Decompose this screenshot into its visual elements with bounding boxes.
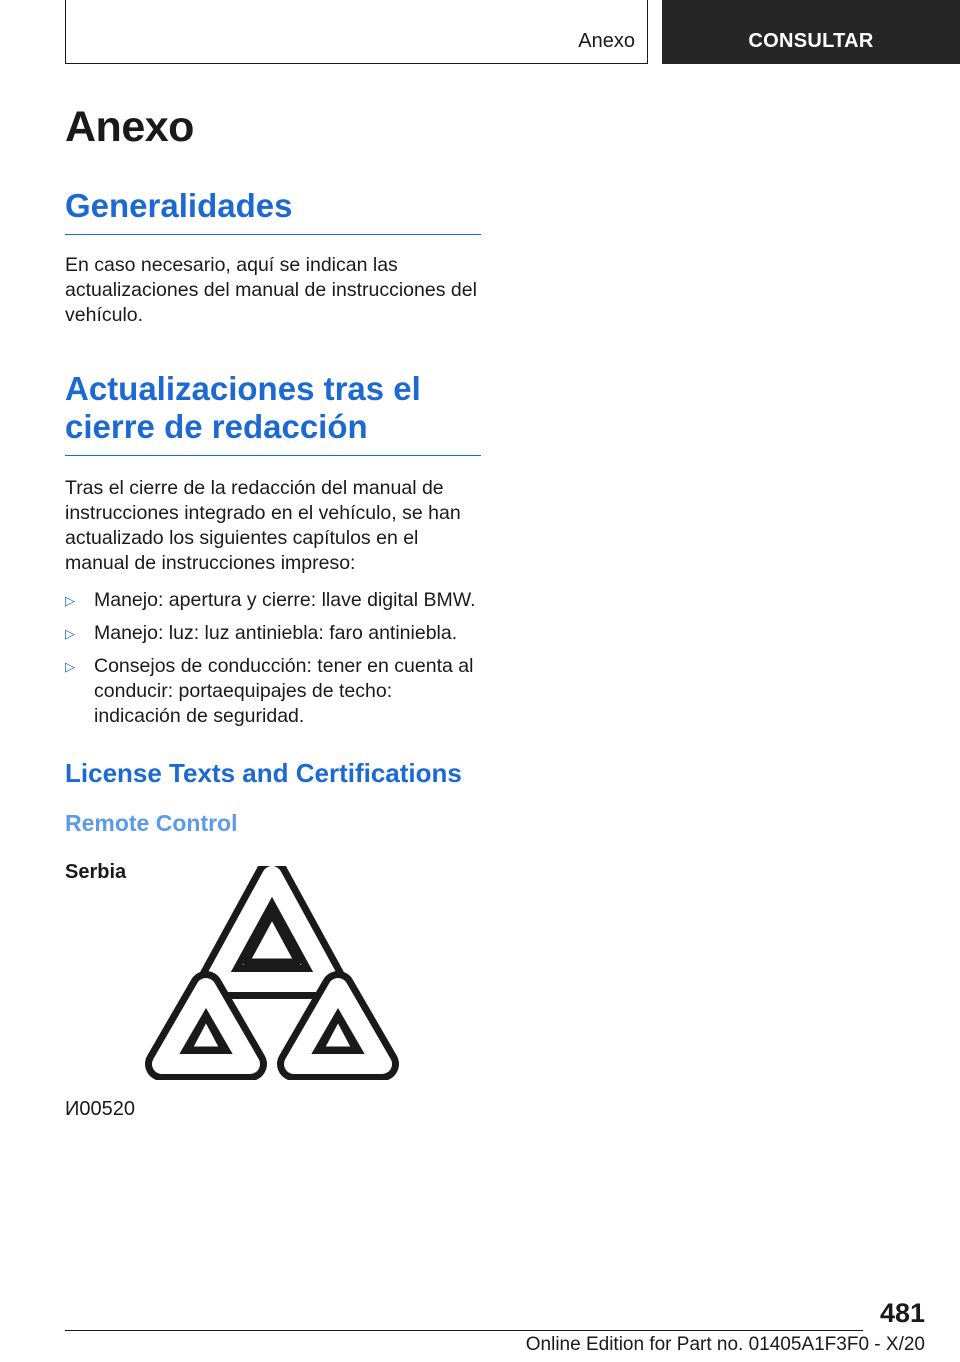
- header-chapter-tab[interactable]: [662, 0, 960, 64]
- triangle-bullet-icon: ▷: [65, 593, 75, 608]
- triangle-bullet-icon: ▷: [65, 659, 75, 674]
- heading-remote-control: Remote Control: [65, 810, 238, 836]
- page-number: 481: [879, 1298, 925, 1328]
- footer-divider: [65, 1330, 863, 1331]
- heading-license: License Texts and Certifications: [65, 758, 462, 788]
- updates-list: [65, 588, 481, 729]
- list-item: [65, 621, 481, 646]
- header-section-label: Anexo: [578, 30, 635, 52]
- main-content: [65, 100, 481, 885]
- heading-actualizaciones: Actualizaciones tras el cierre de redacción: [65, 370, 481, 456]
- footer-edition-text: Online Edition for Part no. 01405A1F3F0 - X/20: [525, 1334, 925, 1355]
- list-item-text: Consejos de conducción: tener en cuenta al conducir: portaequipajes de techo: indicación de seguridad.: [94, 655, 474, 727]
- list-item: [65, 654, 481, 729]
- header-chapter-label: CONSULTAR: [748, 30, 874, 52]
- triangle-bullet-icon: ▷: [65, 626, 75, 641]
- conformity-mark-icon: [140, 866, 404, 1080]
- list-item-text: Manejo: apertura y cierre: llave digital BMW.: [94, 589, 476, 611]
- paragraph-actualizaciones: Tras el cierre de la redacción del manual de instrucciones integrado en el vehículo, se han actualizado los siguientes capítulos en el manual de instrucciones impreso:: [65, 477, 461, 574]
- heading-generalidades: Generalidades: [65, 187, 481, 235]
- heading-country: Serbia: [65, 861, 127, 883]
- page-title: Anexo: [65, 103, 194, 151]
- header-section-tab: [65, 0, 648, 64]
- list-item: [65, 588, 481, 613]
- paragraph-generalidades: En caso necesario, aquí se indican las actualizaciones del manual de instrucciones del vehículo.: [65, 254, 477, 326]
- list-item-text: Manejo: luz: luz antiniebla: faro antiniebla.: [94, 622, 458, 644]
- conformity-code: И00520: [65, 1098, 135, 1120]
